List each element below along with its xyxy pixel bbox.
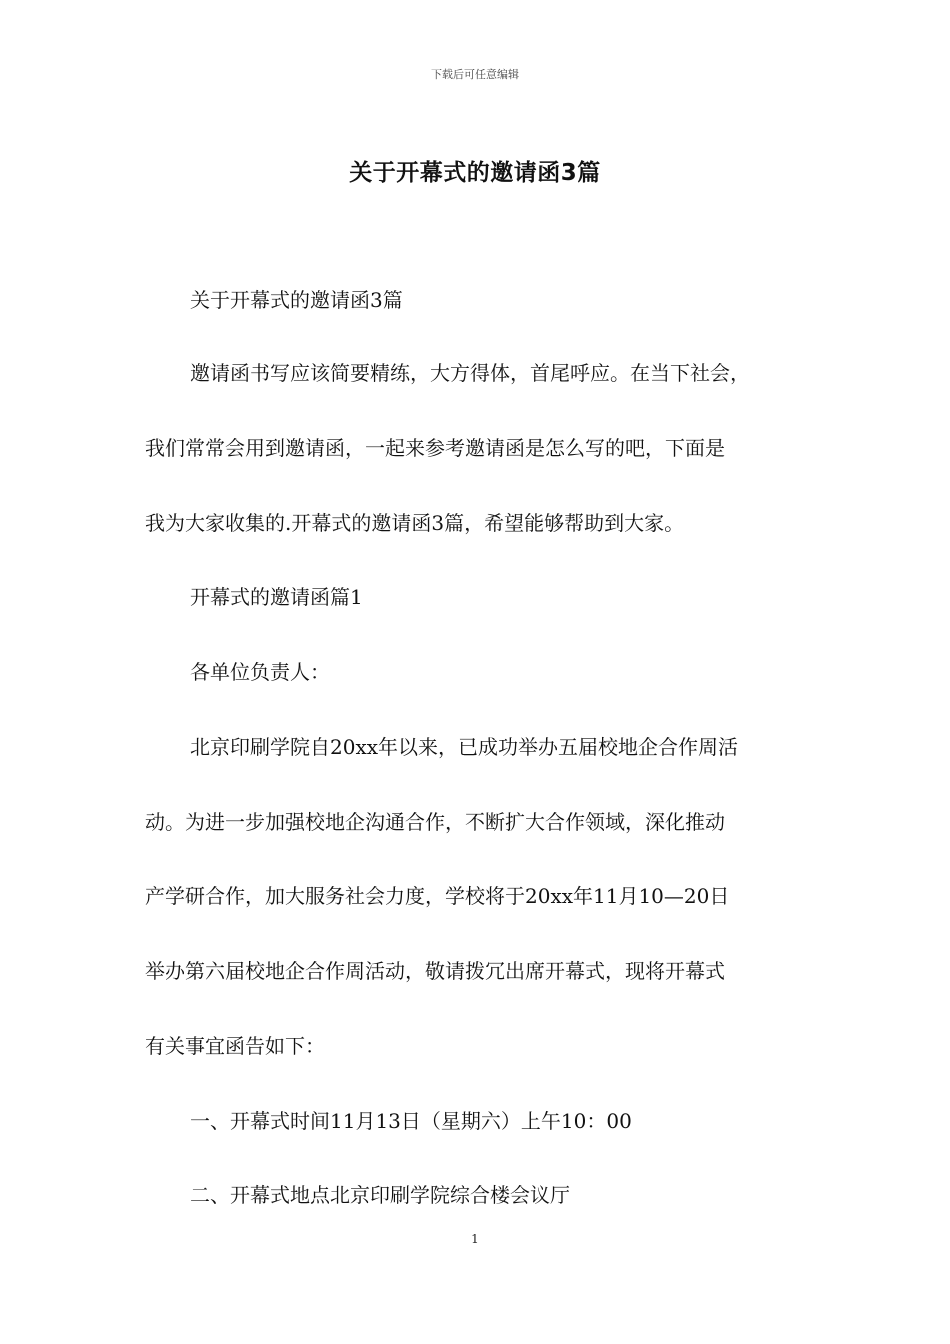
section-heading: 开幕式的邀请函篇1 xyxy=(190,585,363,609)
paragraph-line: 我们常常会用到邀请函，一起来参考邀请函是怎么写的吧，下面是 xyxy=(145,436,725,460)
header-note: 下载后可任意编辑 xyxy=(431,68,519,81)
subtitle-line: 关于开幕式的邀请函3篇 xyxy=(190,288,403,312)
paragraph-line: 举办第六届校地企合作周活动，敬请拨冗出席开幕式，现将开幕式 xyxy=(145,959,725,983)
document-title: 关于开幕式的邀请函3篇 xyxy=(349,160,601,186)
list-item: 二、开幕式地点北京印刷学院综合楼会议厅 xyxy=(190,1183,570,1207)
list-item: 一、开幕式时间11月13日（星期六）上午10：00 xyxy=(190,1109,632,1133)
paragraph-line: 动。为进一步加强校地企沟通合作，不断扩大合作领域，深化推动 xyxy=(145,810,725,834)
paragraph-line: 有关事宜函告如下： xyxy=(145,1034,325,1058)
salutation: 各单位负责人： xyxy=(190,660,330,684)
paragraph-line: 邀请函书写应该简要精练，大方得体，首尾呼应。在当下社会， xyxy=(190,361,750,385)
paragraph-line: 产学研合作，加大服务社会力度，学校将于20xx年11月10—20日 xyxy=(145,884,730,908)
paragraph-line: 北京印刷学院自20xx年以来，已成功举办五届校地企合作周活 xyxy=(190,735,739,759)
paragraph-line: 我为大家收集的.开幕式的邀请函3篇，希望能够帮助到大家。 xyxy=(145,511,685,535)
page-number: 1 xyxy=(471,1232,479,1246)
